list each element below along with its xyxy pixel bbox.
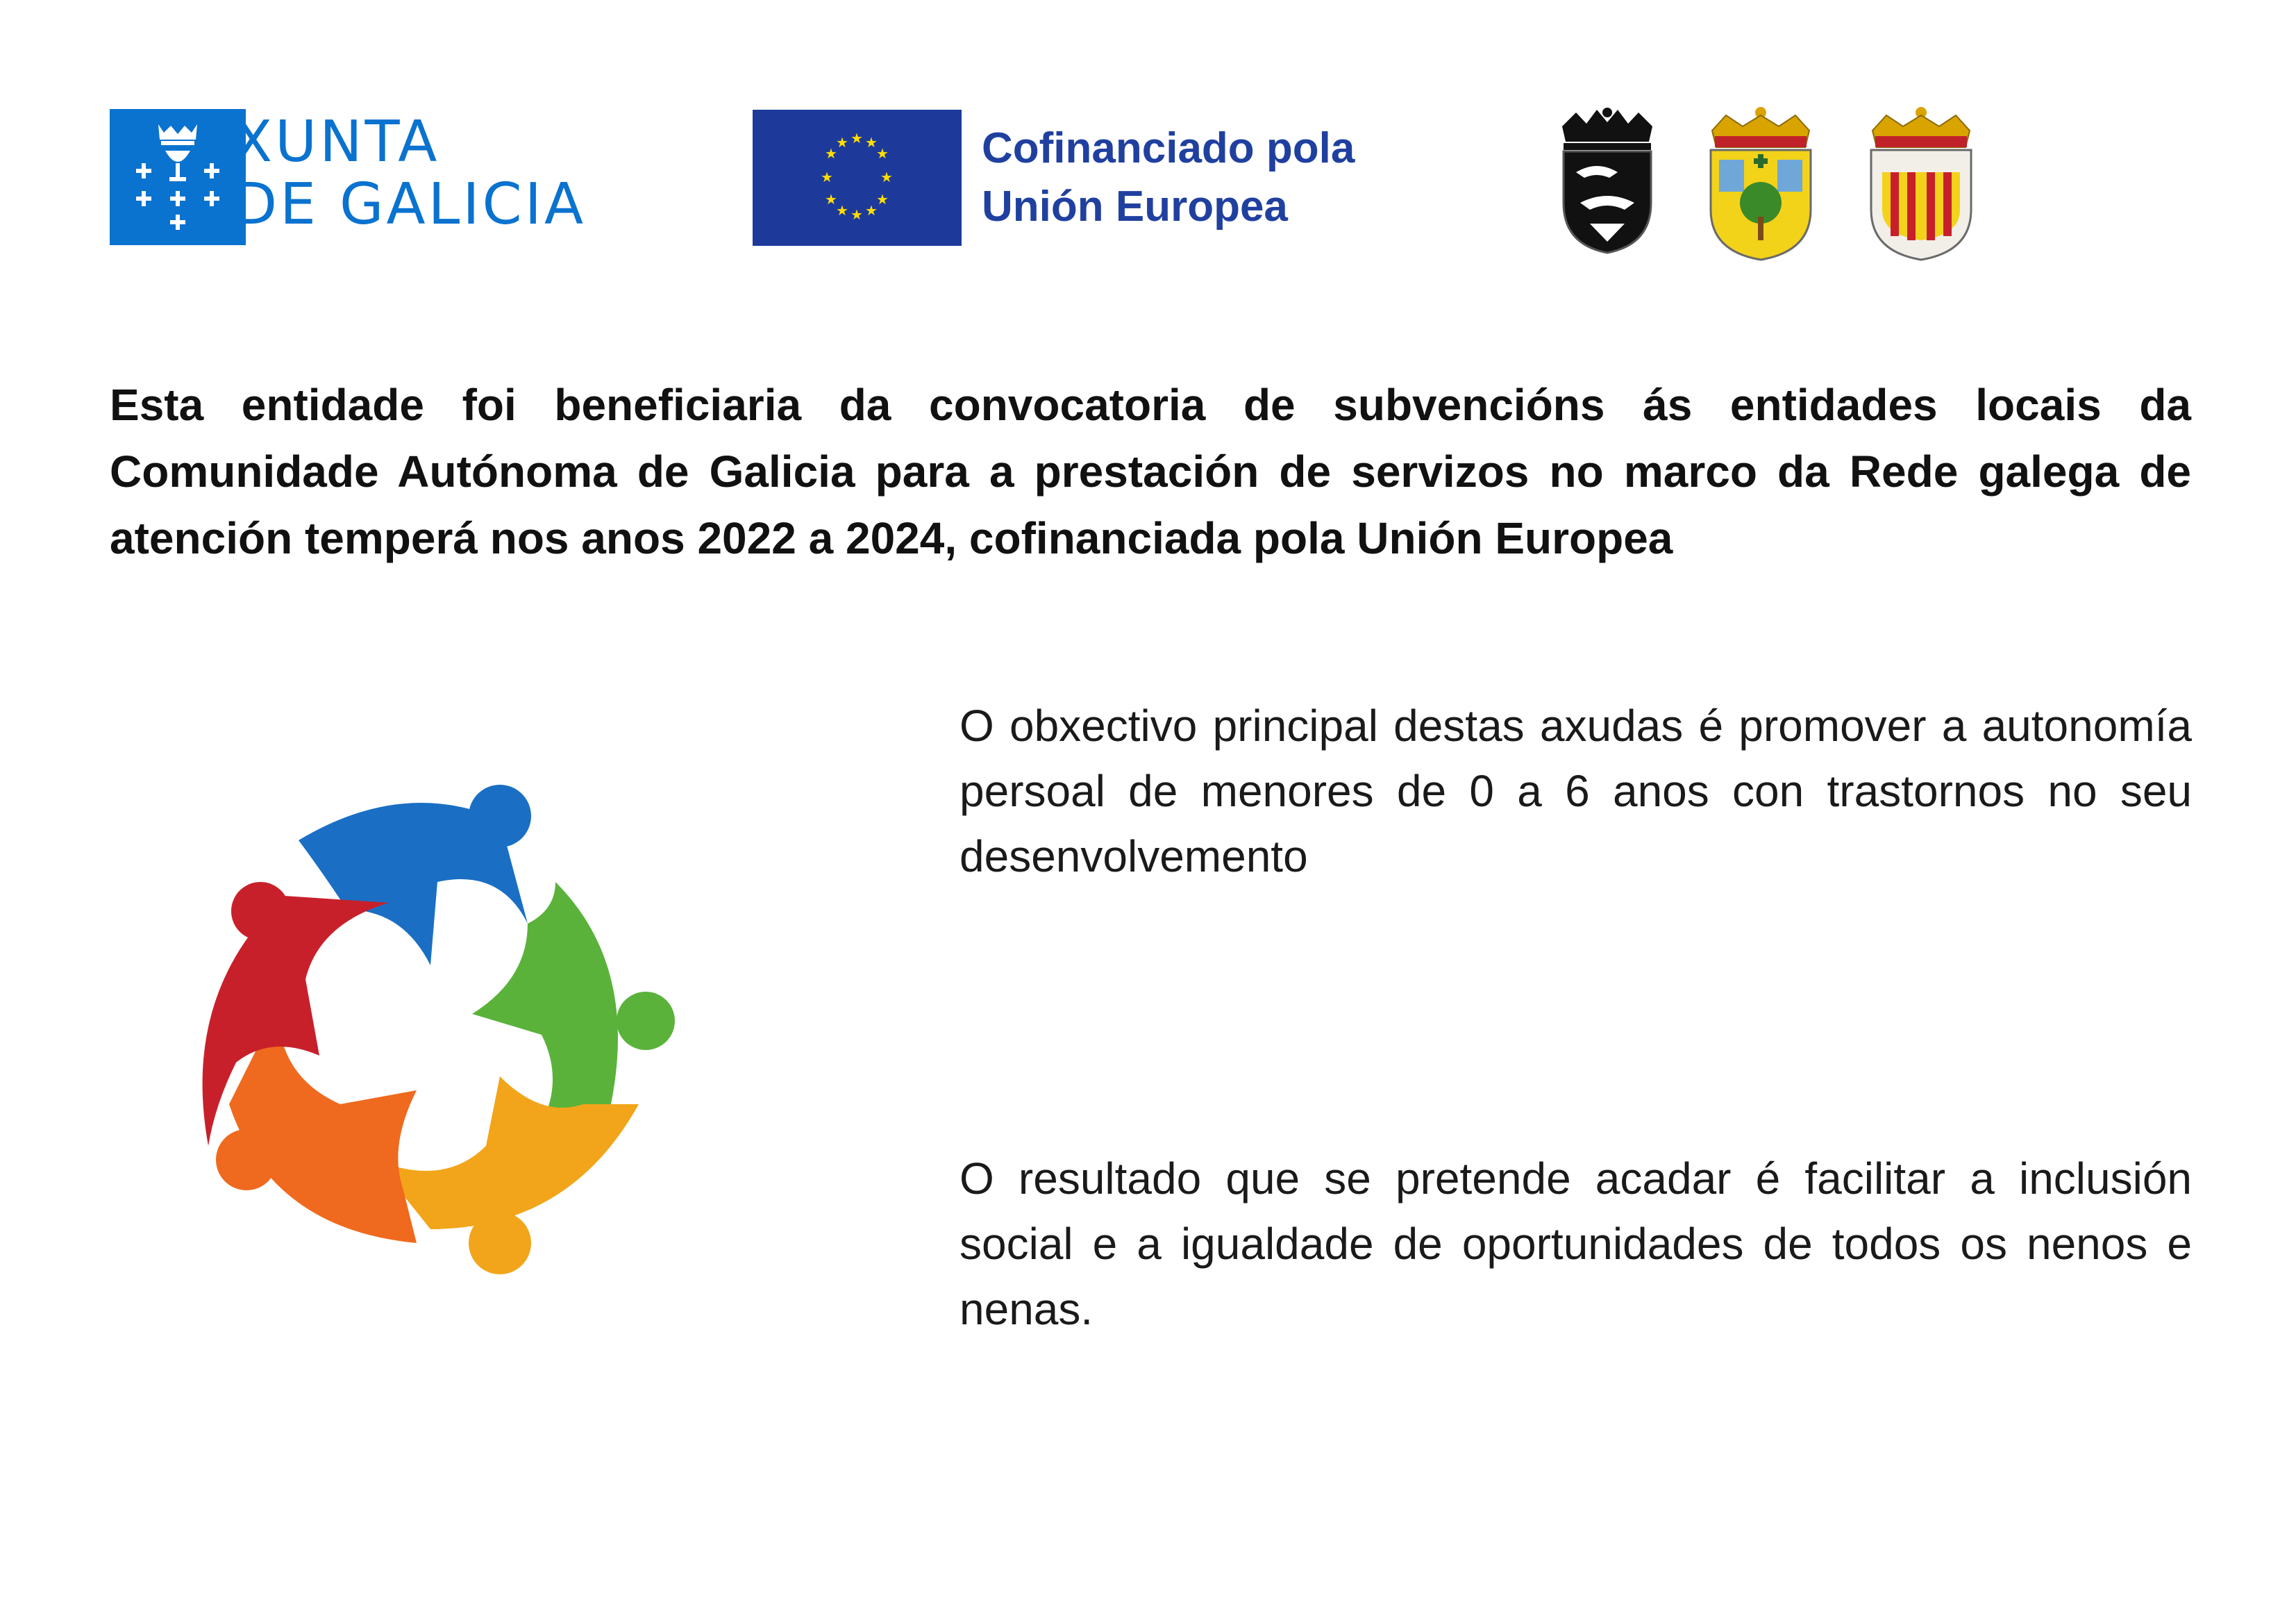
eu-line2: Unión Europea bbox=[982, 183, 1288, 231]
svg-text:★: ★ bbox=[825, 145, 837, 162]
svg-text:★: ★ bbox=[865, 202, 878, 219]
objective-paragraph: O obxectivo principal destas axudas é promover a autonomía persoal de menores de 0 a 6 anos con trastornos no seu desenvolvemento bbox=[960, 701, 2192, 881]
red-yellow-stripes-coat-of-arms-icon bbox=[1863, 106, 1979, 262]
black-white-coat-of-arms-icon bbox=[1548, 106, 1666, 258]
svg-text:★: ★ bbox=[836, 202, 848, 219]
svg-text:★: ★ bbox=[880, 169, 893, 185]
xunta-flag-icon bbox=[110, 109, 246, 245]
xunta-line2: DE GALICIA bbox=[233, 172, 587, 238]
beneficiary-statement: Esta entidade foi beneficiaria da convocatoria de subvencións ás entidades locais da Comunidade Autónoma de Galicia para a prestación de servizos no marco da Rede galega de atención temperá nos anos 2022 a 2024, cofinanciada pola Unión Europea bbox=[110, 380, 2191, 563]
svg-text:★: ★ bbox=[876, 191, 889, 208]
svg-text:★: ★ bbox=[850, 206, 863, 223]
xunta-wordmark bbox=[233, 111, 622, 236]
svg-text:★: ★ bbox=[876, 145, 889, 162]
svg-text:★: ★ bbox=[850, 130, 863, 147]
eu-line1: Cofinanciado pola bbox=[982, 124, 1355, 172]
yellow-tree-coat-of-arms-icon bbox=[1702, 106, 1819, 262]
svg-text:★: ★ bbox=[825, 191, 837, 208]
eu-flag-icon bbox=[753, 110, 962, 246]
people-circle-icon bbox=[111, 715, 750, 1354]
svg-text:★: ★ bbox=[865, 134, 878, 151]
eu-cofinancing-label bbox=[982, 119, 1355, 236]
result-paragraph: O resultado que se pretende acadar é facilitar a inclusión social e a igualdade de oportunidades de todos os nenos e nenas. bbox=[960, 1153, 2192, 1334]
xunta-line1: XUNTA bbox=[233, 109, 440, 175]
svg-text:★: ★ bbox=[836, 134, 848, 151]
svg-text:★: ★ bbox=[821, 169, 833, 185]
